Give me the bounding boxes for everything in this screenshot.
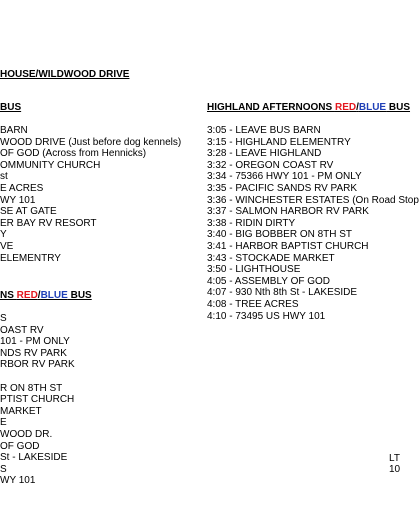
right-stop-item: 3:43 - STOCKADE MARKET bbox=[207, 252, 335, 264]
right-stop-item: 3:05 - LEAVE BUS BARN bbox=[207, 125, 321, 136]
right-stop-item: 3:50 - LIGHTHOUSE bbox=[207, 264, 301, 276]
header2-prefix: NS bbox=[0, 290, 17, 301]
header2-slash: / bbox=[37, 290, 41, 301]
left-stop-item-2: S bbox=[0, 313, 7, 324]
left-stop-item: VE bbox=[0, 241, 14, 252]
right-stop-item: 3:15 - HIGHLAND ELEMENTRY bbox=[207, 136, 351, 148]
left-stop-item-2: MARKET bbox=[0, 405, 42, 417]
right-stop-item: 3:32 - OREGON COAST RV bbox=[207, 159, 334, 171]
right-stop-item: 3:28 - LEAVE HIGHLAND bbox=[207, 148, 322, 160]
left-stop-item: OF GOD (Across from Hennicks) bbox=[0, 148, 147, 160]
right-stop-item: 4:07 - 930 Nth 8th St - LAKESIDE bbox=[207, 287, 358, 299]
right-header-blue: BLUE bbox=[358, 102, 387, 113]
right-stop-item: 3:34 - 75366 HWY 101 - PM ONLY bbox=[207, 171, 362, 183]
left-stop-item: st bbox=[0, 171, 8, 183]
header2-blue: BLUE bbox=[40, 290, 68, 301]
left-stop-item: E ACRES bbox=[0, 183, 44, 194]
right-stop-item: 3:37 - SALMON HARBOR RV PARK bbox=[207, 206, 369, 218]
left-stop-item-2: PTIST CHURCH bbox=[0, 394, 75, 406]
left-section-header: BUS bbox=[0, 102, 22, 113]
left-stop-item-2: OF GOD bbox=[0, 440, 40, 452]
left-stop-item-2: WY 101 bbox=[0, 475, 36, 487]
left-stop-item-2: E bbox=[0, 417, 7, 429]
right-header-red: RED bbox=[334, 102, 357, 113]
left-stop-item: OMMUNITY CHURCH bbox=[0, 159, 101, 171]
left-stop-item-2: S bbox=[0, 463, 7, 475]
left-stop-item-2: R ON 8TH ST bbox=[0, 382, 63, 394]
left-stop-item-2: RBOR RV PARK bbox=[0, 359, 75, 371]
left-stop-item: BARN bbox=[0, 125, 28, 136]
left-stop-item-2: St - LAKESIDE bbox=[0, 452, 68, 464]
page-title: HOUSE/WILDWOOD DRIVE bbox=[0, 69, 130, 80]
right-stop-item: 4:05 - ASSEMBLY OF GOD bbox=[207, 275, 331, 287]
right-stop-item: 4:10 - 73495 US HWY 101 bbox=[207, 310, 326, 322]
right-stop-item: 3:40 - BIG BOBBER ON 8TH ST bbox=[207, 229, 353, 241]
left-stop-item: SE AT GATE bbox=[0, 206, 57, 218]
header2-red: RED bbox=[16, 290, 38, 301]
corner-text-1: LT bbox=[389, 453, 400, 464]
right-header-prefix: HIGHLAND AFTERNOONS bbox=[207, 102, 335, 113]
left-stop-item: WY 101 bbox=[0, 194, 36, 206]
right-stop-item: 4:08 - TREE ACRES bbox=[207, 299, 299, 310]
left-stop-item-2: NDS RV PARK bbox=[0, 347, 67, 359]
right-stop-item: 3:38 - RIDIN DIRTY bbox=[207, 217, 296, 229]
right-header-slash: / bbox=[356, 102, 359, 113]
right-stop-item: 3:36 - WINCHESTER ESTATES (On Road Stop bbox=[207, 194, 419, 206]
right-stop-item: 3:41 - HARBOR BAPTIST CHURCH bbox=[207, 241, 369, 252]
right-header-suffix: BUS bbox=[386, 102, 411, 113]
right-section-header bbox=[207, 102, 410, 114]
left-stop-item: ELEMENTRY bbox=[0, 252, 61, 264]
left-stop-item-2: WOOD DR. bbox=[0, 429, 53, 440]
left-stop-item-2: 101 - PM ONLY bbox=[0, 336, 70, 348]
left-stop-item: ER BAY RV RESORT bbox=[0, 217, 97, 229]
left-stop-item: WOOD DRIVE (Just before dog kennels) bbox=[0, 136, 182, 148]
left-stop-item: Y bbox=[0, 229, 7, 241]
left-stop-item-2: OAST RV bbox=[0, 324, 44, 336]
left-section-header-2 bbox=[0, 290, 92, 302]
right-stop-item: 3:35 - PACIFIC SANDS RV PARK bbox=[207, 183, 358, 194]
header2-suffix: BUS bbox=[67, 290, 92, 301]
corner-text-2: 10 bbox=[389, 464, 401, 475]
